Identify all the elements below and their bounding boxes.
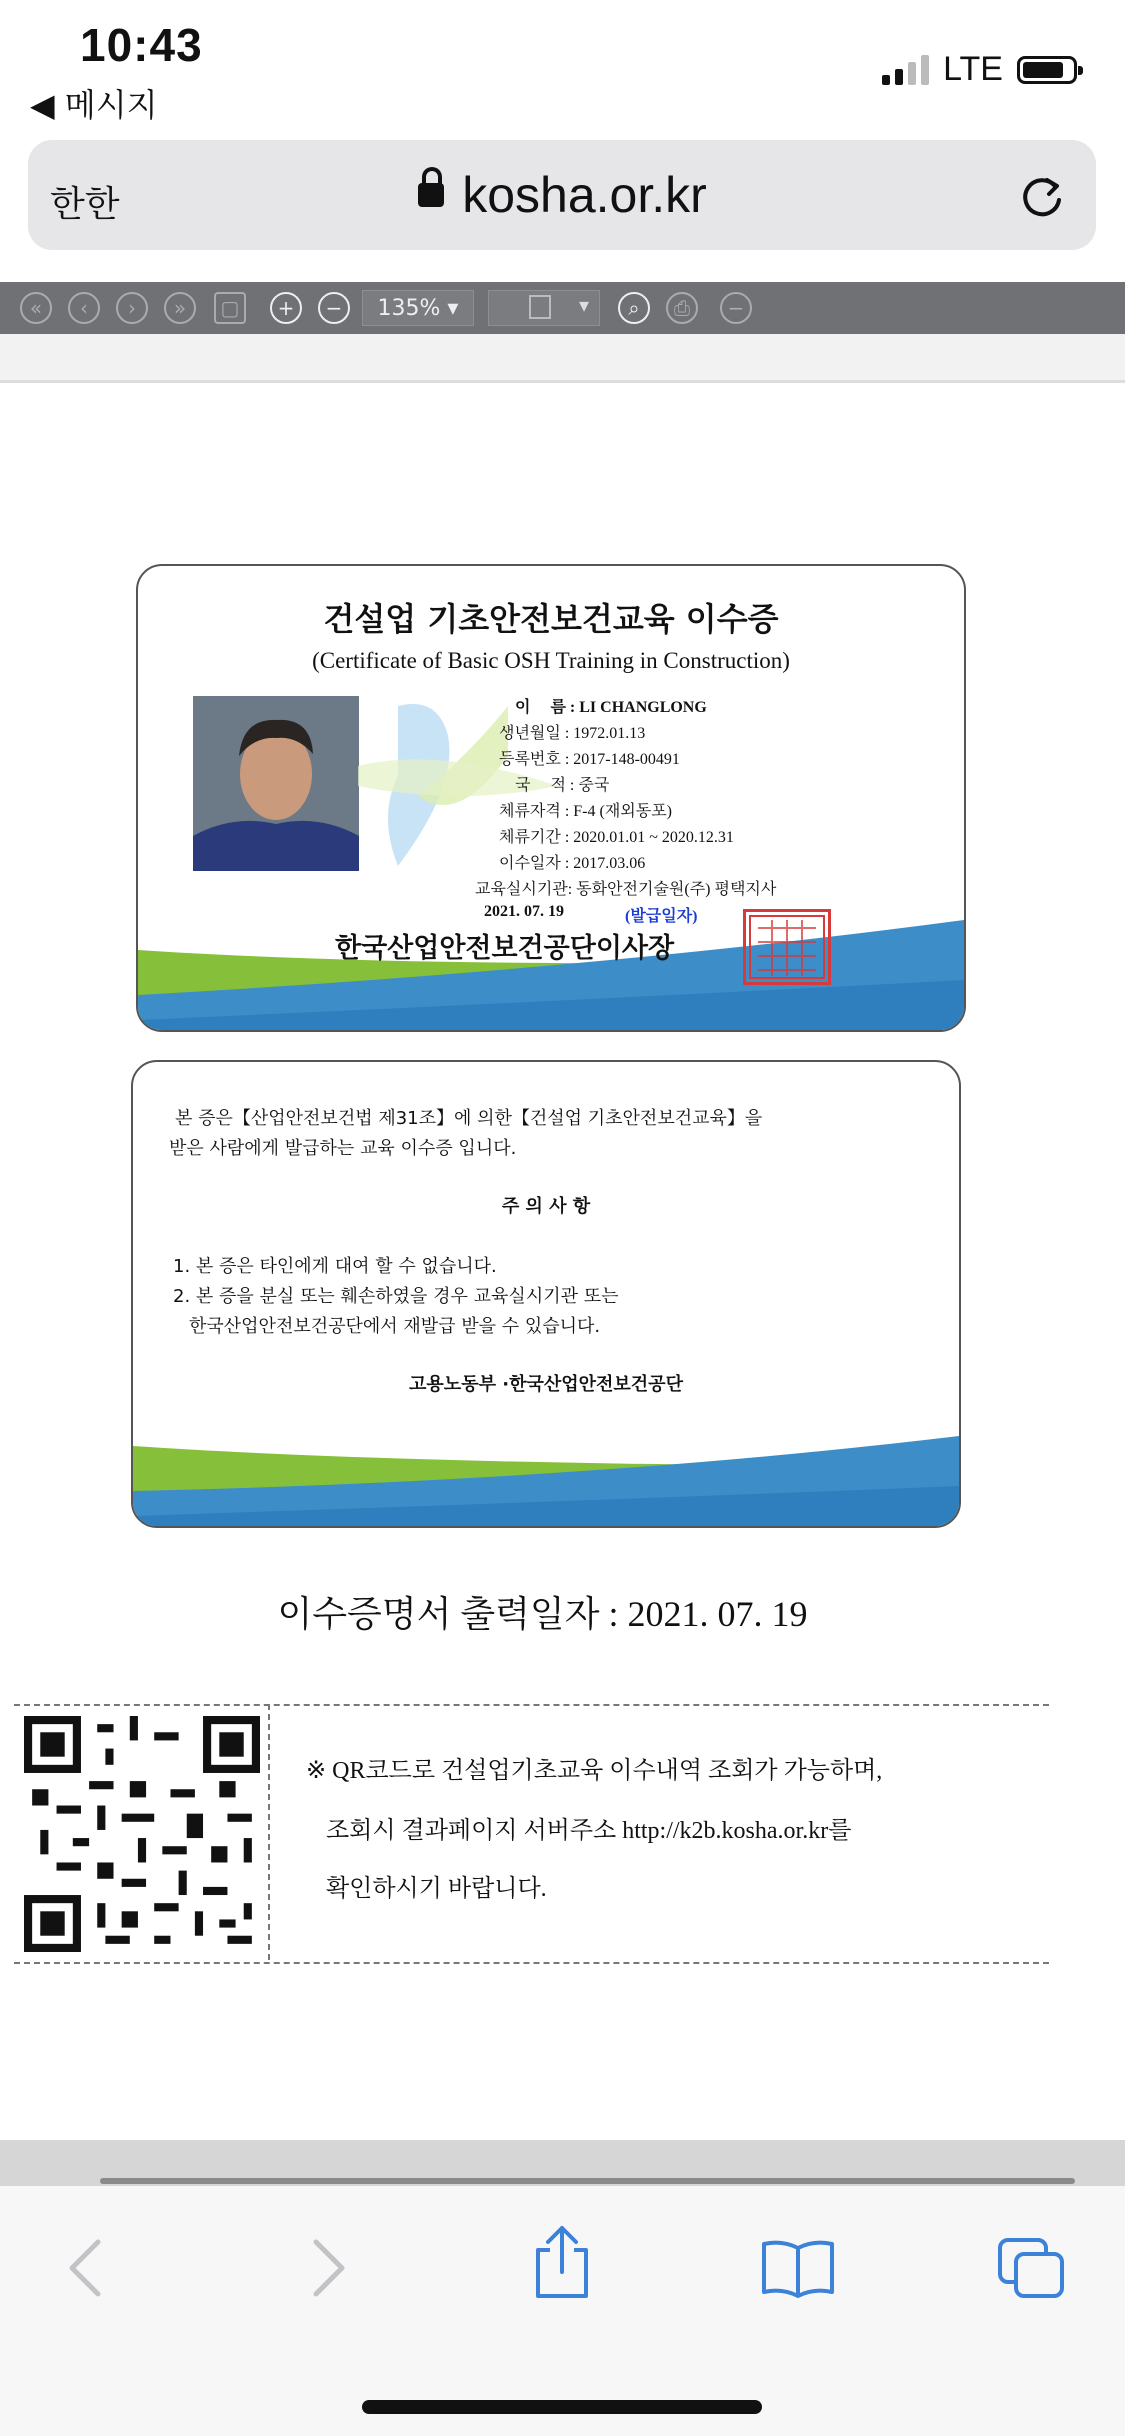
training-institution: 교육실시기관: 동화안전기술원(주) 평택지사 (475, 881, 777, 898)
official-seal (743, 909, 831, 985)
holder-reg-no: 등록번호 : 2017-148-00491 (499, 751, 680, 768)
zoom-out-icon[interactable]: − (318, 292, 350, 324)
next-page-icon[interactable]: › (116, 292, 148, 324)
holder-nationality: 국 적 : 중국 (515, 777, 610, 794)
share-icon[interactable] (530, 2222, 594, 2302)
back-to-messages[interactable]: ◀ 메시지 (30, 86, 158, 124)
holder-visa: 체류자격 : F-4 (재외동포) (499, 803, 672, 820)
back-text-line1: 본 증은【산업안전보건법 제31조】에 의한【건설업 기초안전보건교육】을 (175, 1108, 763, 1129)
back-text-line2: 받은 사람에게 발급하는 교육 이수증 입니다. (169, 1138, 517, 1159)
last-page-icon[interactable]: » (164, 292, 196, 324)
pdf-toolbar-shadow (0, 334, 1125, 383)
issuer-title: 한국산업안전보건공단이사장 (335, 933, 675, 964)
holder-completion-date: 이수일자 : 2017.03.06 (499, 855, 646, 872)
reload-icon[interactable] (1017, 172, 1067, 222)
qr-divider (268, 1704, 270, 1960)
prev-page-icon[interactable]: ‹ (68, 292, 100, 324)
certificate-subtitle: (Certificate of Basic OSH Training in Construction) (312, 648, 790, 673)
zoom-in-icon[interactable]: + (270, 292, 302, 324)
print-date: 이수증명서 출력일자 : 2021. 07. 19 (277, 1594, 808, 1634)
horizontal-scrollbar[interactable] (100, 2178, 1075, 2184)
reader-options-button[interactable]: 한한 (50, 184, 120, 225)
save-select[interactable] (488, 290, 600, 326)
zoom-select[interactable]: 135% ▾ (362, 290, 474, 326)
search-icon[interactable]: ⌕ (618, 292, 650, 324)
notice-title: 주 의 사 항 (501, 1196, 591, 1217)
first-page-icon[interactable]: « (20, 292, 52, 324)
card-back-wave-decoration (133, 1436, 959, 1526)
certificate-title: 건설업 기초안전보건교육 이수증 (323, 600, 779, 638)
tabs-icon[interactable] (996, 2236, 1068, 2302)
status-indicators (882, 50, 1077, 89)
bookmarks-icon[interactable] (760, 2238, 836, 2298)
qr-text-line2: 조회시 결과페이지 서버주소 http://k2b.kosha.or.kr를 (326, 1818, 852, 1844)
notice-item-2b: 한국산업안전보건공단에서 재발급 받을 수 있습니다. (189, 1316, 601, 1337)
lock-icon (418, 183, 444, 207)
certificate-back (131, 1060, 961, 1528)
notice-item-1: 1. 본 증은 타인에게 대여 할 수 없습니다. (173, 1256, 497, 1277)
notice-item-2a: 2. 본 증을 분실 또는 훼손하였을 경우 교육실시기관 또는 (173, 1286, 619, 1307)
fit-page-icon[interactable]: ▢ (214, 292, 246, 324)
holder-stay-period: 체류기간 : 2020.01.01 ~ 2020.12.31 (499, 829, 734, 846)
save-caret: ▾ (578, 293, 589, 317)
issue-date-label: (발급일자) (625, 908, 698, 925)
url-text: kosha.or.kr (462, 167, 707, 223)
close-doc-icon[interactable]: − (720, 292, 752, 324)
holder-birth: 생년월일 : 1972.01.13 (499, 725, 646, 742)
signal-icon (882, 55, 929, 85)
home-indicator[interactable] (362, 2400, 762, 2414)
url-display[interactable] (0, 166, 1125, 224)
network-label: LTE (943, 50, 1003, 88)
back-arrow-icon[interactable] (64, 2236, 108, 2300)
qr-text-line1: ※ QR코드로 건설업기초교육 이수내역 조회가 가능하며, (306, 1758, 883, 1784)
forward-arrow-icon[interactable] (306, 2236, 350, 2300)
browser-toolbar (0, 2186, 1125, 2436)
qr-code[interactable] (24, 1716, 260, 1952)
battery-icon (1017, 56, 1077, 84)
holder-name: 이 름 : LI CHANGLONG (515, 699, 707, 716)
save-icon (529, 295, 551, 319)
issue-date: 2021. 07. 19 (484, 903, 564, 920)
holder-photo (193, 696, 359, 871)
print-icon[interactable]: ⎙ (666, 292, 698, 324)
certificate-front (136, 564, 966, 1032)
back-footer: 고용노동부 ·한국산업안전보건공단 (409, 1374, 683, 1395)
status-time: 10:43 (80, 19, 203, 71)
pdf-toolbar (0, 282, 1125, 334)
qr-text-line3: 확인하시기 바랍니다. (326, 1876, 547, 1902)
